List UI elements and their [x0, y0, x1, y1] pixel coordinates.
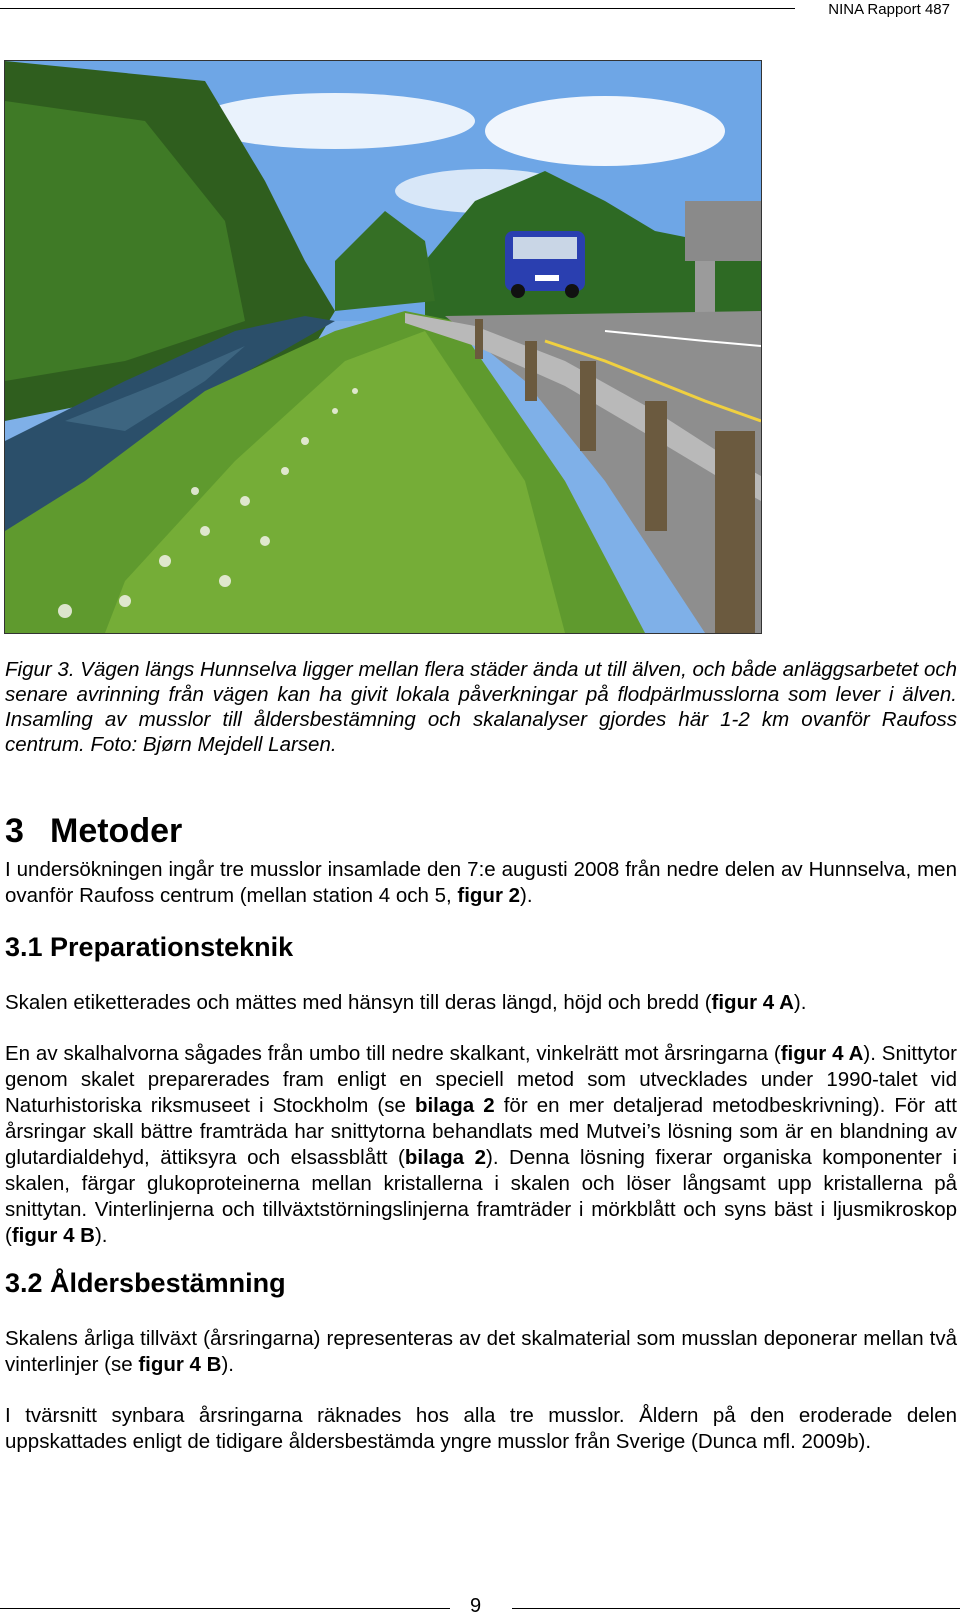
p2-text-c: för en mer detaljerad metodbeskrivning). För att årsringar skall bättre framträda har snittytorna behandlats med Mutvei’s lösning som är en blandning av glutardialdehyd, ättiksyra och elsassblått (: [5, 1094, 957, 1169]
bilaga-2-ref: bilaga 2: [404, 1146, 486, 1169]
section-3-2-heading: 3.2 Åldersbestämning: [5, 1268, 286, 1298]
footer-rule-right: [512, 1608, 960, 1609]
figure-4b-ref: figur 4 B: [138, 1353, 222, 1376]
intro-text-end: ).: [520, 884, 533, 907]
section-3-title: Metoder: [50, 812, 183, 850]
p1-text: Skalen etiketterades och mättes med hänsyn till deras längd, höjd och bredd (: [5, 991, 712, 1014]
header-rule: [0, 8, 795, 9]
section-3-1-paragraph-2: [5, 1041, 957, 1249]
p1-text: Skalens årliga tillväxt (årsringarna) representeras av det skalmaterial som musslan deponerar mellan två vinterlinjer (se: [5, 1327, 957, 1376]
section-3-1-paragraph-1: [5, 990, 957, 1016]
figure-caption: [5, 657, 957, 757]
section-3-2-paragraph-2: I tvärsnitt synbara årsringarna räknades hos alla tre musslor. Åldern på den eroderade delen uppskattades enligt de tidigare åldersbestämda yngre musslor från Sverige (Dunca mfl. 2009b).: [5, 1404, 957, 1453]
p2-text-e: ).: [94, 1224, 108, 1247]
page-number: 9: [470, 1595, 482, 1617]
p2-text-a: En av skalhalvorna sågades från umbo till nedre skalkant, vinkelrätt mot årsringarna (: [5, 1042, 781, 1065]
report-header: NINA Rapport 487: [828, 1, 950, 18]
figure-4b-ref: figur 4 B: [11, 1224, 95, 1247]
footer-rule-left: [0, 1608, 450, 1609]
figure-caption-text: Vägen längs Hunnselva ligger mellan flera städer ända ut till älven, och både anläggsarbetet och senare avrinning från vägen kan ha givit lokala påverkningar på flodpärlmusslorna som lever i älven. Insamling av musslor till åldersbestämning och skalanalyser gjordes här 1-2 km ovanför Raufoss centrum. Foto: Bjørn Mejdell Larsen.: [5, 658, 958, 756]
section-3-intro: [5, 857, 957, 909]
p1-text-end: ).: [221, 1353, 234, 1376]
p2-text-d: ). Denna lösning fixerar organiska komponenter i skalen, färgar glukoproteinerna mellan kristallerna i skalen och löser långsamt upp kristallerna på snittytan. Vinterlinjerna och tillväxtstörningslinjerna framträder i mörkblått och syns bäst i ljusmikroskop (: [5, 1146, 957, 1247]
figure-label: Figur 3.: [5, 658, 75, 681]
section-3-2-paragraph-1: [5, 1326, 957, 1378]
section-3-number: 3: [5, 812, 24, 850]
intro-text: I undersökningen ingår tre musslor insamlade den 7:e augusti 2008 från nedre delen av Hunnselva, men ovanför Raufoss centrum (mellan station 4 och 5,: [5, 858, 957, 907]
figure-4a-ref: figur 4 A: [780, 1042, 864, 1065]
section-3-heading: [5, 812, 182, 851]
river-road-photo: [4, 60, 762, 634]
bilaga-2-ref: bilaga 2: [414, 1094, 495, 1117]
figure-2-ref: figur 2: [457, 884, 521, 907]
p2-text-b: ). Snittytor genom skalet preparerades fram enligt en speciell metod som utvecklades under 1990-talet vid Naturhistoriska riksmuseet i Stockholm (se: [5, 1042, 957, 1117]
figure-4a-ref: figur 4 A: [711, 991, 794, 1014]
p1-text-end: ).: [793, 991, 807, 1014]
section-3-1-heading: 3.1 Preparationsteknik: [5, 932, 294, 962]
